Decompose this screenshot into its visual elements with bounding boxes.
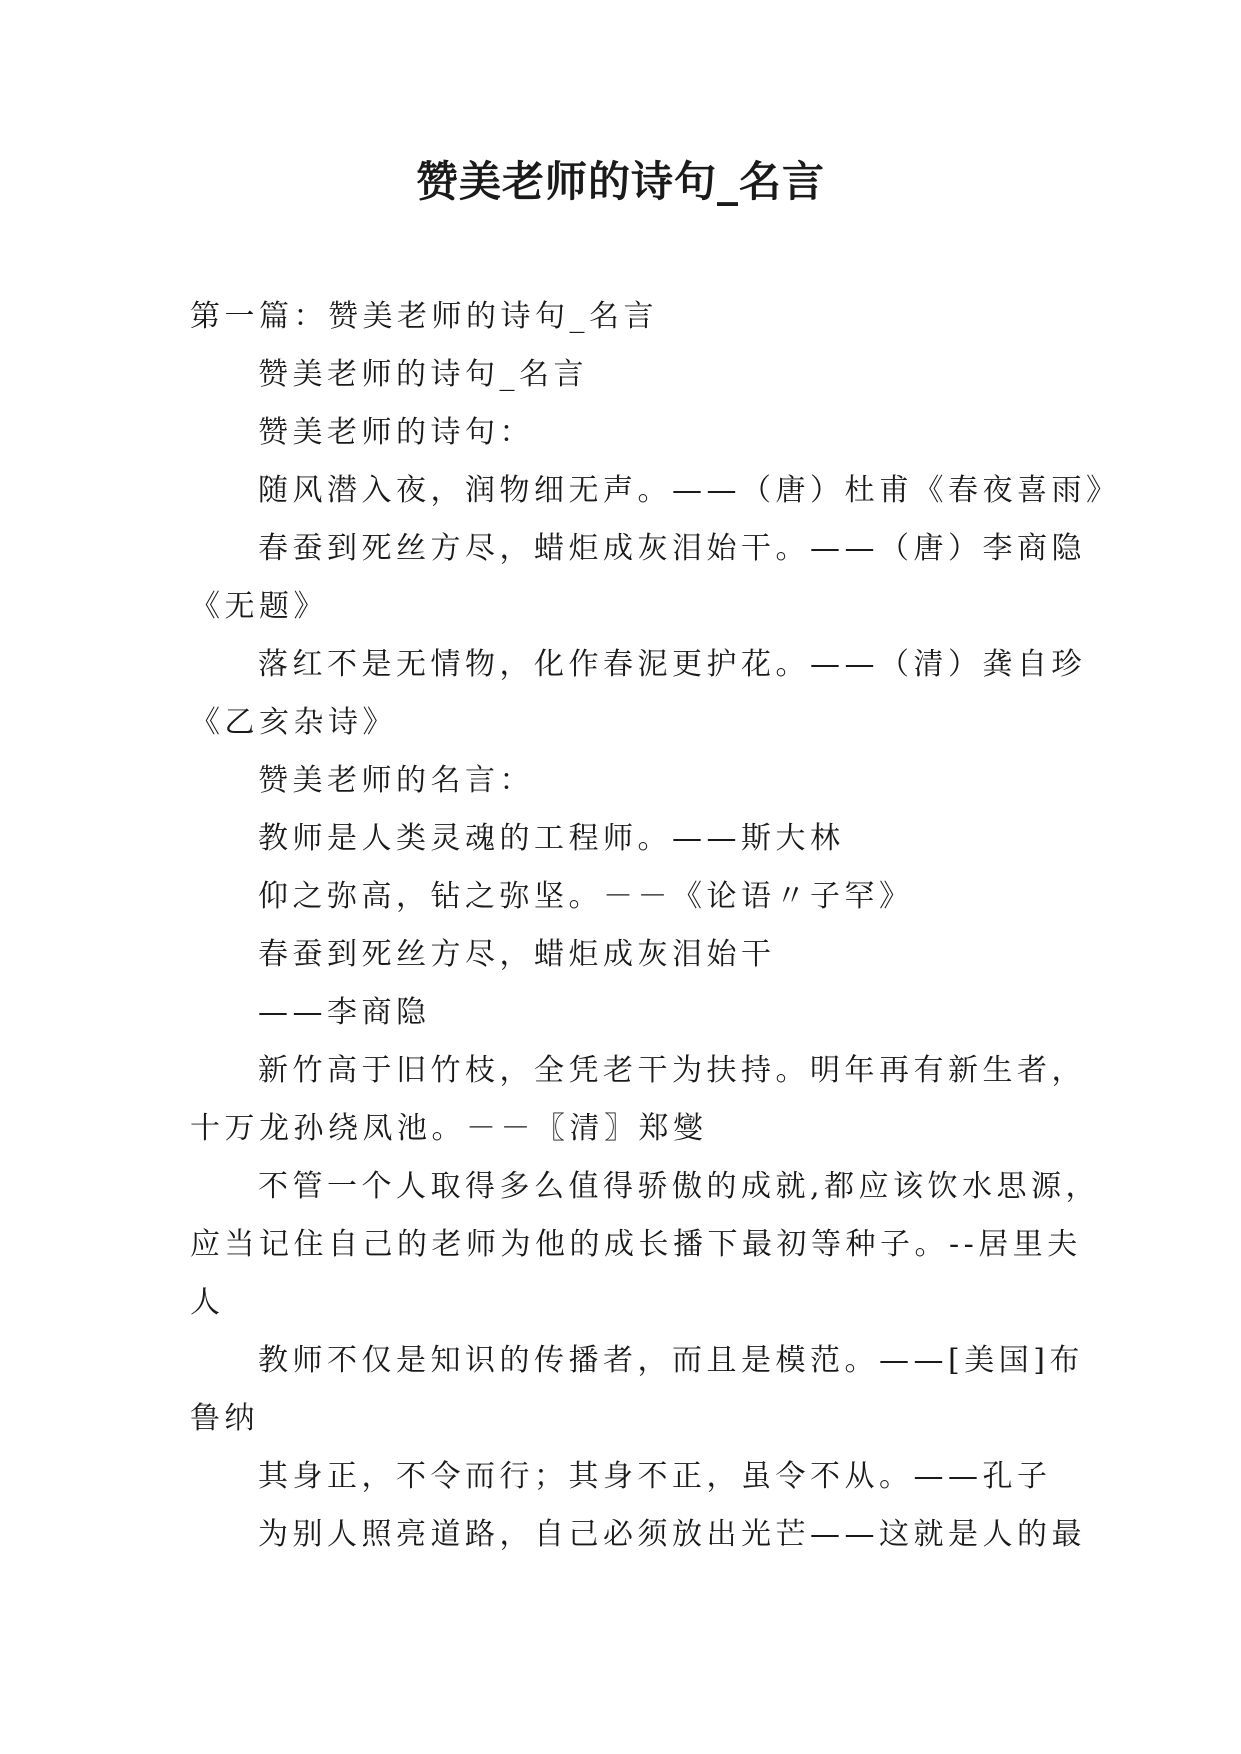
text-line: 赞美老师的诗句_名言 xyxy=(258,357,588,392)
document-title: 赞美老师的诗句_名言 xyxy=(415,157,825,206)
text-line: 其身正，不令而行；其身不正，虽令不从。——孔子 xyxy=(258,1459,1052,1494)
text-line: 人 xyxy=(190,1285,225,1320)
text-line: 《无题》 xyxy=(190,589,328,624)
text-line: 仰之弥高，钻之弥坚。－－《论语〃子罕》 xyxy=(258,879,914,914)
text-line: 不管一个人取得多么值得骄傲的成就,都应该饮水思源， xyxy=(258,1169,1101,1204)
text-line: ——李商隐 xyxy=(258,995,431,1030)
text-line: 鲁纳 xyxy=(190,1401,259,1436)
text-line: 教师不仅是知识的传播者，而且是模范。——[美国]布 xyxy=(258,1343,1084,1378)
text-line: 随风潜入夜，润物细无声。——（唐）杜甫《春夜喜雨》 xyxy=(258,473,1121,508)
text-line: 应当记住自己的老师为他的成长播下最初等种子。--居里夫 xyxy=(190,1227,1082,1262)
text-line: 《乙亥杂诗》 xyxy=(190,705,397,740)
text-line: 落红不是无情物，化作春泥更护花。——（清）龚自珍 xyxy=(258,647,1086,682)
document-body xyxy=(190,288,1121,1564)
text-line: 新竹高于旧竹枝，全凭老干为扶持。明年再有新生者， xyxy=(258,1053,1086,1088)
text-line: 第一篇：赞美老师的诗句_名言 xyxy=(190,299,658,334)
text-line: 为别人照亮道路，自己必须放出光芒——这就是人的最 xyxy=(258,1517,1086,1552)
text-line: 春蚕到死丝方尽，蜡炬成灰泪始干 xyxy=(258,937,776,972)
text-line: 赞美老师的名言： xyxy=(258,763,534,798)
text-line: 教师是人类灵魂的工程师。——斯大林 xyxy=(258,821,845,856)
text-line: 赞美老师的诗句： xyxy=(258,415,534,450)
text-line: 春蚕到死丝方尽，蜡炬成灰泪始干。——（唐）李商隐 xyxy=(258,531,1086,566)
text-line: 十万龙孙绕凤池。－－〖清〗郑燮 xyxy=(190,1111,708,1146)
